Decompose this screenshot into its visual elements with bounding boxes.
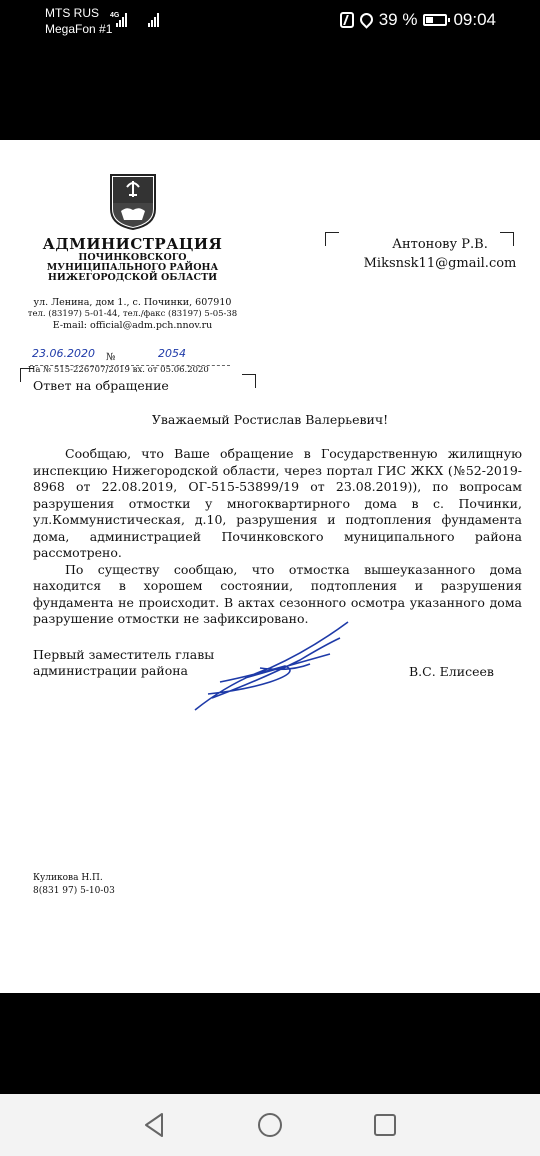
nfc-icon [340, 12, 354, 28]
recipient-block [345, 236, 535, 274]
carrier-name-secondary: MegaFon #1 [45, 22, 113, 36]
recipient-email: Miksnsk11@gmail.com [363, 255, 517, 271]
signal-strength-icon [116, 11, 127, 27]
executor-phone: 8(831 97) 5-10-03 [33, 886, 115, 897]
letter-subject: Ответ на обращение [33, 378, 169, 393]
network-type: 4G [110, 12, 120, 19]
greeting: Уважаемый Ростислав Валерьевич! [151, 412, 389, 427]
org-line-2: МУНИЦИПАЛЬНОГО РАЙОНА [46, 261, 219, 273]
signer-title-line-1: Первый заместитель главы [33, 647, 215, 662]
paragraph: Сообщаю, что Ваше обращение в Государственную жилищную инспекцию Нижегородской области, через портал ГИС ЖКХ (№52-2019-8968 от 22.08.2019, ОГ-515-53899/19 от 23.08.2019)), по вопросам разрушения отмостки у многоквартирного дома в с. Починки, ул.Коммунистическая, д.10, разрушения и подтопления фундамента дома, администрацией Починковского муниципального района рассмотрено. [33, 446, 522, 560]
status-bar [0, 0, 540, 40]
organization-address [20, 297, 245, 333]
organization-header [20, 236, 245, 284]
signer-name: В.С. Елисеев [409, 664, 494, 679]
battery-level [426, 17, 433, 23]
org-line-1: ПОЧИНКОВСКОГО [78, 251, 187, 263]
registration-number-label: № [106, 352, 116, 363]
clock: 09:04 [453, 10, 496, 29]
signal-strength-icon-2 [148, 11, 159, 27]
battery-icon [423, 14, 447, 26]
paragraph: По существу сообщаю, что отмостка вышеуказанного дома находится в хорошем состоянии, подтопления и разрушения фундамента не происходит. В актах сезонного осмотра указанного дома разрушение отмостки не зафиксировано. [33, 561, 522, 626]
carrier-name-primary: MTS RUS [45, 6, 99, 20]
battery-percent: 39 % [378, 10, 418, 29]
executor-block [33, 872, 115, 898]
status-icons [340, 10, 496, 30]
home-icon[interactable] [255, 1110, 285, 1140]
back-icon[interactable] [140, 1110, 170, 1140]
handwritten-signature [150, 620, 390, 720]
registration-date: 23.06.2020 [32, 347, 95, 360]
reference-line: На № 515-226707/2019 вх. от 05.06.2020 [28, 365, 209, 375]
letter-body [33, 446, 522, 628]
address-line: ул. Ленина, дом 1., с. Починки, 607910 [33, 297, 232, 308]
subject-corner-mark [242, 374, 256, 388]
location-icon [357, 10, 375, 28]
registration-number: 2054 [158, 347, 186, 360]
recipient-name: Антонову Р.В. [392, 237, 488, 252]
org-line-3: НИЖЕГОРОДСКОЙ ОБЛАСТИ [47, 272, 218, 284]
email-line: E-mail: official@adm.pch.nnov.ru [52, 320, 213, 332]
navigation-bar [0, 1094, 540, 1156]
org-title: АДМИНИСТРАЦИЯ [42, 235, 223, 253]
signer-title-line-2: администрации района [33, 663, 189, 679]
coat-of-arms-icon [109, 173, 157, 231]
registration-line [20, 347, 230, 365]
address-corner-mark [325, 232, 339, 246]
phone-line: тел. (83197) 5-01-44, тел./факс (83197) 5-05-38 [27, 309, 238, 320]
letter-document [0, 140, 540, 993]
recents-icon[interactable] [370, 1110, 400, 1140]
executor-name: Куликова Н.П. [33, 873, 103, 883]
